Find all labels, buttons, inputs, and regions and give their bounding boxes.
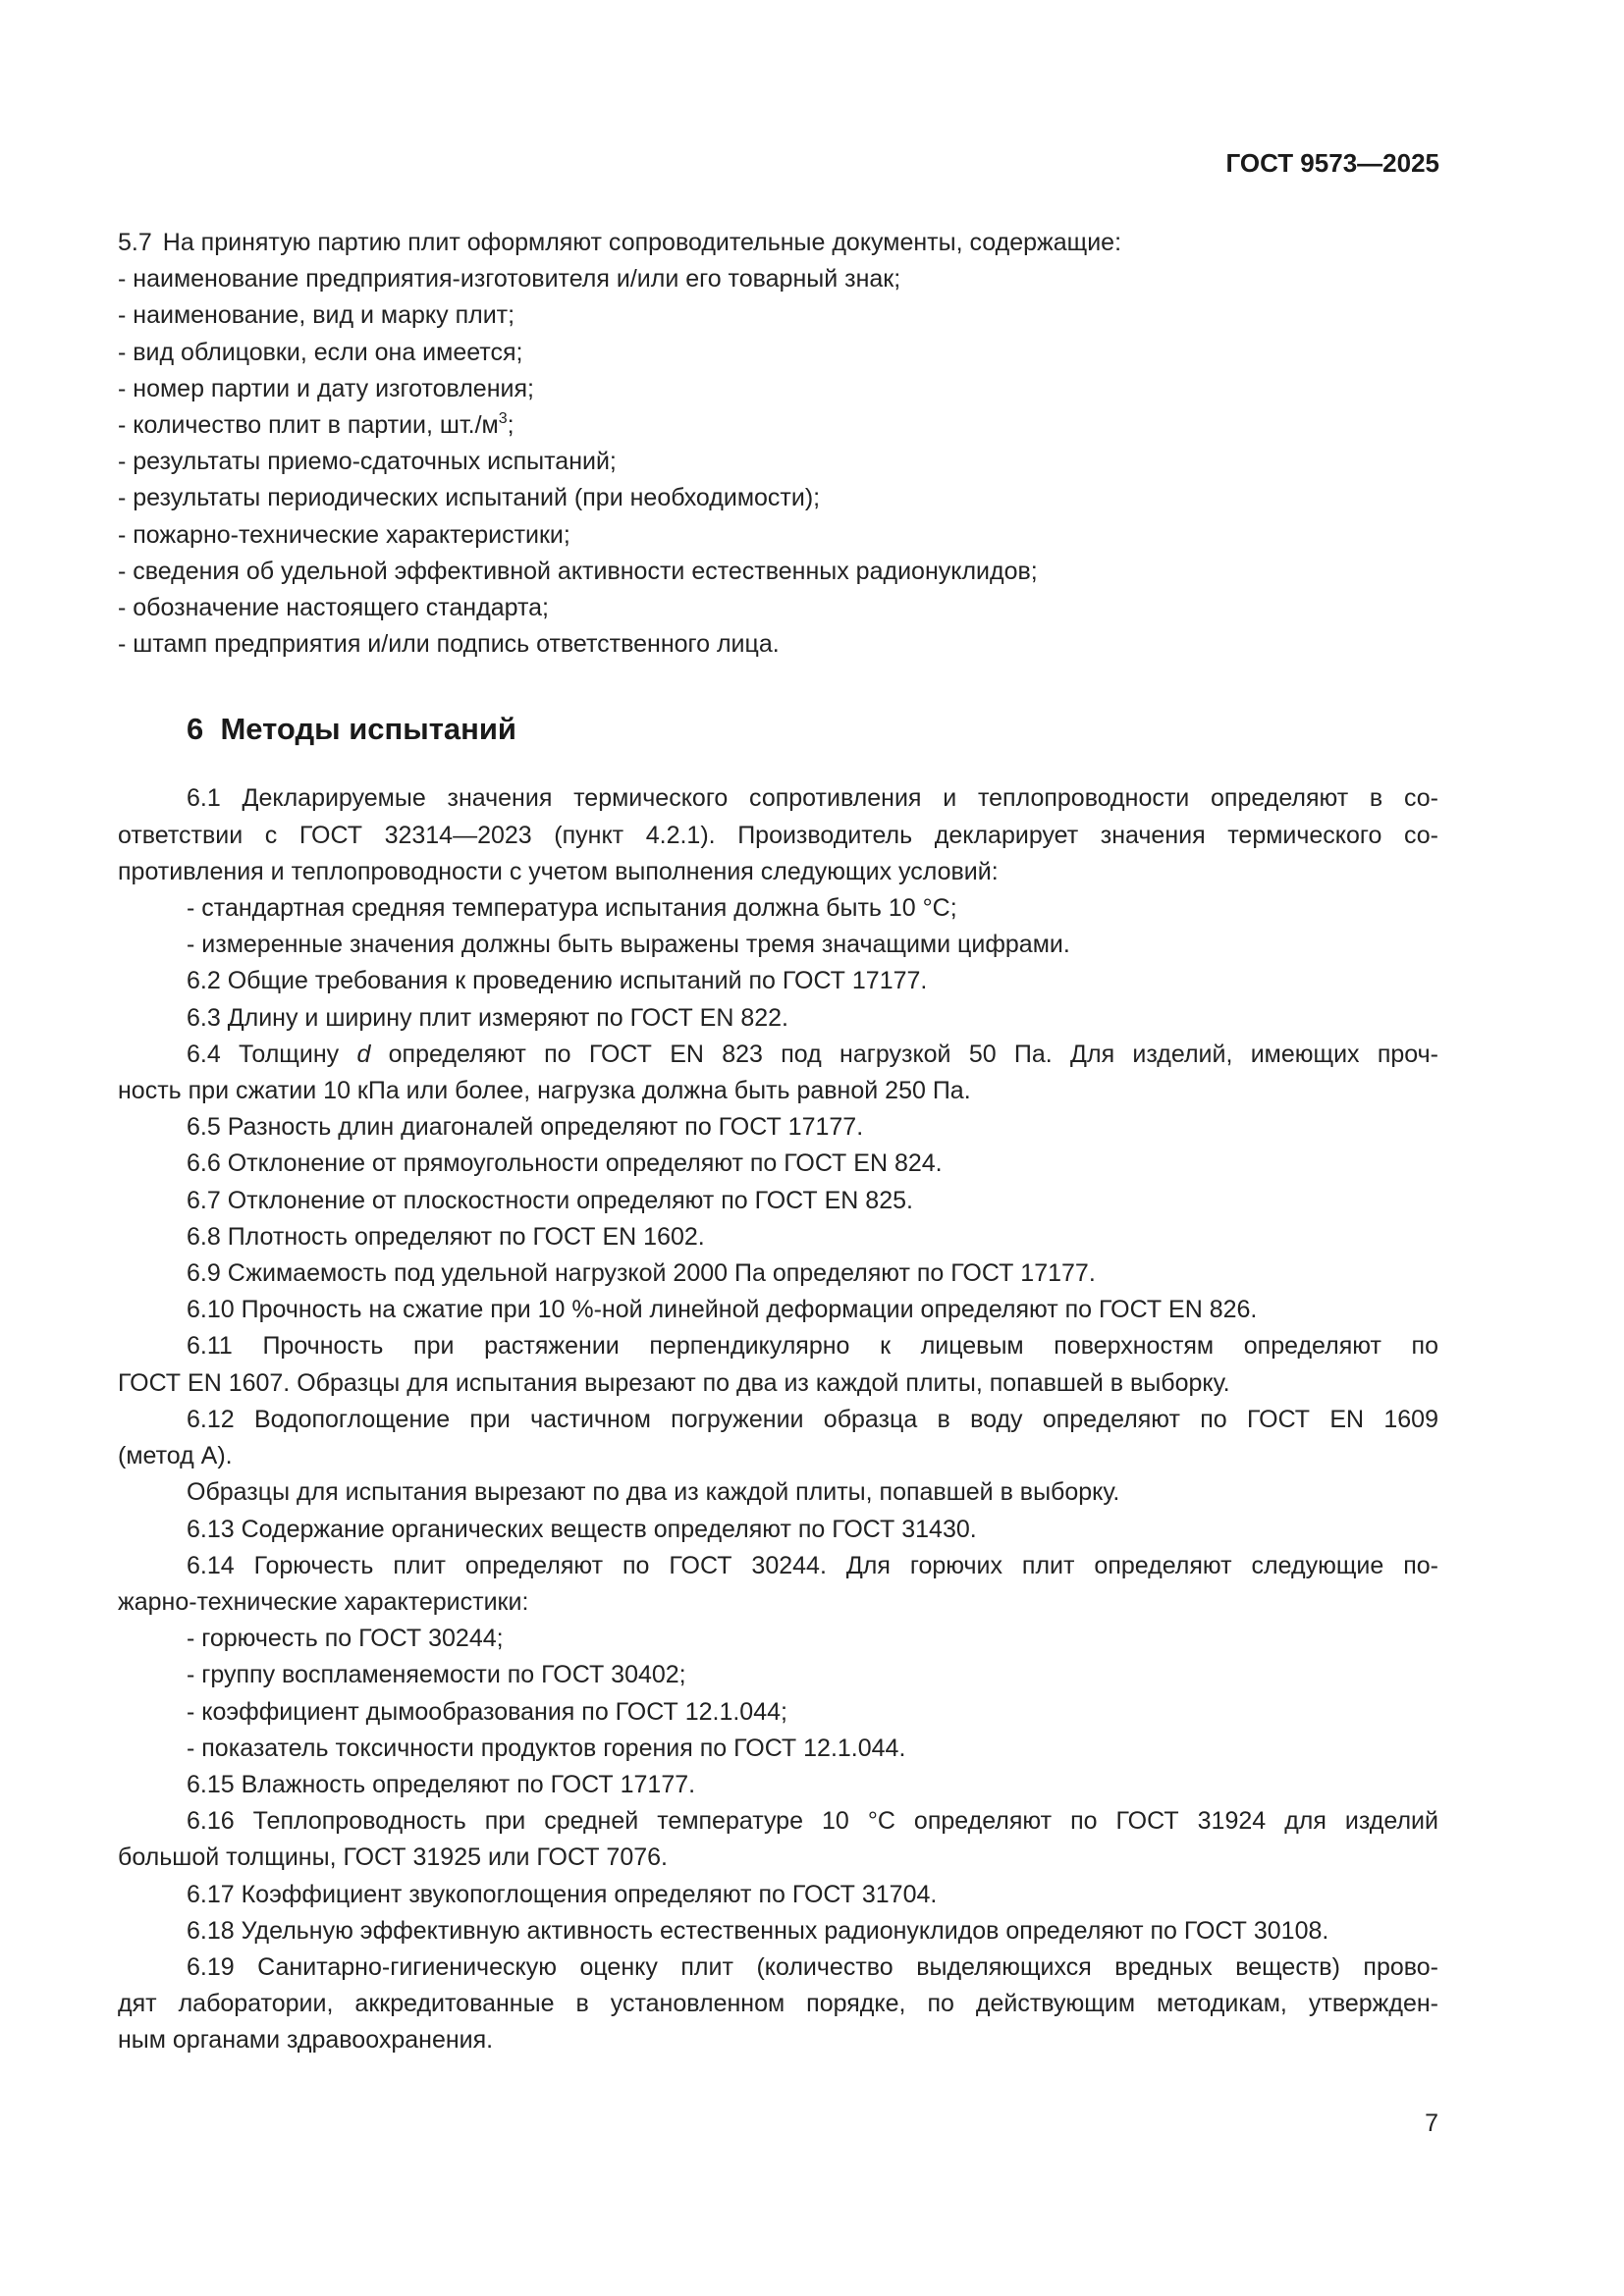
document-code-header: ГОСТ 9573—2025 xyxy=(1225,148,1439,178)
list-item: - горючесть по ГОСТ 30244; xyxy=(187,1625,504,1653)
variable-d: d xyxy=(356,1040,371,1068)
list-item: - обозначение настоящего стандарта; xyxy=(118,594,549,622)
paragraph-6-19-line: ным органами здравоохранения. xyxy=(118,2026,494,2055)
paragraph-6-5: 6.5 Разность длин диагоналей определяют по ГОСТ 17177. xyxy=(187,1113,864,1142)
list-item: - результаты приемо-сдаточных испытаний; xyxy=(118,448,617,476)
list-item: - вид облицовки, если она имеется; xyxy=(118,338,523,366)
paragraph-6-16-line: большой толщины, ГОСТ 31925 или ГОСТ 7076. xyxy=(118,1843,668,1872)
section-number: 6 xyxy=(187,712,204,747)
paragraph-6-19-line: 6.19 Санитарно-гигиеническую оценку плит (количество выделяющихся вредных веществ) прово- xyxy=(187,1952,1438,1981)
paragraph-6-4-line: ность при сжатии 10 кПа или более, нагрузка должна быть равной 250 Па. xyxy=(118,1077,971,1105)
paragraph-6-1-line: противления и теплопроводности с учетом выполнения следующих условий: xyxy=(118,857,999,885)
page-number: 7 xyxy=(1425,2109,1438,2137)
paragraph-6-11-line: ГОСТ EN 1607. Образцы для испытания вырезают по два из каждой плиты, попавшей в выборку. xyxy=(118,1368,1230,1397)
paragraph-6-7: 6.7 Отклонение от плоскостности определяют по ГОСТ EN 825. xyxy=(187,1186,913,1214)
paragraph-6-6: 6.6 Отклонение от прямоугольности определяют по ГОСТ EN 824. xyxy=(187,1149,943,1178)
list-item: - стандартная средняя температура испытания должна быть 10 °С; xyxy=(187,894,957,923)
list-item-text: - количество плит в партии, шт./м xyxy=(118,411,499,440)
list-item: - результаты периодических испытаний (при необходимости); xyxy=(118,484,821,512)
superscript: 3 xyxy=(498,410,508,428)
paragraph-6-19-line: дят лаборатории, аккредитованные в установленном порядке, по действующим методикам, утвержден- xyxy=(118,1990,1438,2018)
section-heading xyxy=(118,710,1438,749)
paragraph-6-8: 6.8 Плотность определяют по ГОСТ EN 1602. xyxy=(187,1222,705,1251)
list-item: - наименование предприятия-изготовителя и/или его товарный знак; xyxy=(118,265,901,294)
paragraph-6-2: 6.2 Общие требования к проведению испытаний по ГОСТ 17177. xyxy=(187,967,928,995)
list-item: - измеренные значения должны быть выражены тремя значащими цифрами. xyxy=(187,931,1070,959)
paragraph-6-15: 6.15 Влажность определяют по ГОСТ 17177. xyxy=(187,1770,696,1798)
paragraph-6-9: 6.9 Сжимаемость под удельной нагрузкой 2000 Па определяют по ГОСТ 17177. xyxy=(187,1259,1096,1288)
paragraph-text: На принятую партию плит оформляют сопроводительные документы, содержащие: xyxy=(162,229,1122,256)
paragraph-6-13: 6.13 Содержание органических веществ определяют по ГОСТ 31430. xyxy=(187,1515,977,1543)
paragraph-6-14-line: жарно-технические характеристики: xyxy=(118,1587,529,1616)
paragraph-6-14-line: 6.14 Горючесть плит определяют по ГОСТ 30244. Для горючих плит определяют следующие по- xyxy=(187,1551,1438,1579)
punctuation: ; xyxy=(507,411,514,440)
paragraph-6-18: 6.18 Удельную эффективную активность естественных радионуклидов определяют по ГОСТ 30108. xyxy=(187,1916,1329,1945)
list-item: - пожарно-технические характеристики; xyxy=(118,520,570,549)
clause-5-7 xyxy=(118,225,1438,663)
paragraph-6-1-line: ответствии с ГОСТ 32314—2023 (пункт 4.2.1). Производитель декларирует значения термического со- xyxy=(118,821,1438,849)
list-item: - группу воспламеняемости по ГОСТ 30402; xyxy=(187,1661,686,1689)
page-body xyxy=(118,225,1438,2059)
paragraph-6-12-line: 6.12 Водопоглощение при частичном погружении образца в воду определяют по ГОСТ EN 1609 xyxy=(187,1405,1438,1433)
text-segment: 6.4 Толщину xyxy=(187,1040,357,1068)
paragraph-6-12-line: Образцы для испытания вырезают по два из каждой плиты, попавшей в выборку. xyxy=(187,1478,1120,1507)
text-segment: определяют по ГОСТ EN 823 под нагрузкой 50 Па. Для изделий, имеющих проч- xyxy=(370,1040,1438,1068)
paragraph-6-1-line: 6.1 Декларируемые значения термического сопротивления и теплопроводности определяют в со- xyxy=(187,784,1438,813)
paragraph-6-11-line: 6.11 Прочность при растяжении перпендикулярно к лицевым поверхностям определяют по xyxy=(187,1332,1438,1361)
paragraph-6-17: 6.17 Коэффициент звукопоглощения определяют по ГОСТ 31704. xyxy=(187,1880,938,1908)
list-item: - показатель токсичности продуктов горения по ГОСТ 12.1.044. xyxy=(187,1734,906,1762)
paragraph-6-12-line: (метод А). xyxy=(118,1442,233,1470)
list-item: - штамп предприятия и/или подпись ответственного лица. xyxy=(118,630,780,659)
section-title: Методы испытаний xyxy=(220,712,516,747)
paragraph-6-16-line: 6.16 Теплопроводность при средней температуре 10 °С определяют по ГОСТ 31924 для изделий xyxy=(187,1807,1438,1836)
list-item: - номер партии и дату изготовления; xyxy=(118,374,534,402)
paragraph-5-7-intro xyxy=(118,225,1438,261)
list-item: - наименование, вид и марку плит; xyxy=(118,301,515,330)
paragraph-6-10: 6.10 Прочность на сжатие при 10 %-ной линейной деформации определяют по ГОСТ EN 826. xyxy=(187,1296,1258,1324)
paragraph-6-3: 6.3 Длину и ширину плит измеряют по ГОСТ EN 822. xyxy=(187,1003,788,1032)
paragraph-6-4-line xyxy=(118,1037,1438,1073)
clause-number: 5.7 xyxy=(118,229,152,256)
list-item-quantity xyxy=(118,407,1438,444)
list-item: - сведения об удельной эффективной активности естественных радионуклидов; xyxy=(118,557,1038,585)
list-item: - коэффициент дымообразования по ГОСТ 12.1.044; xyxy=(187,1697,787,1726)
